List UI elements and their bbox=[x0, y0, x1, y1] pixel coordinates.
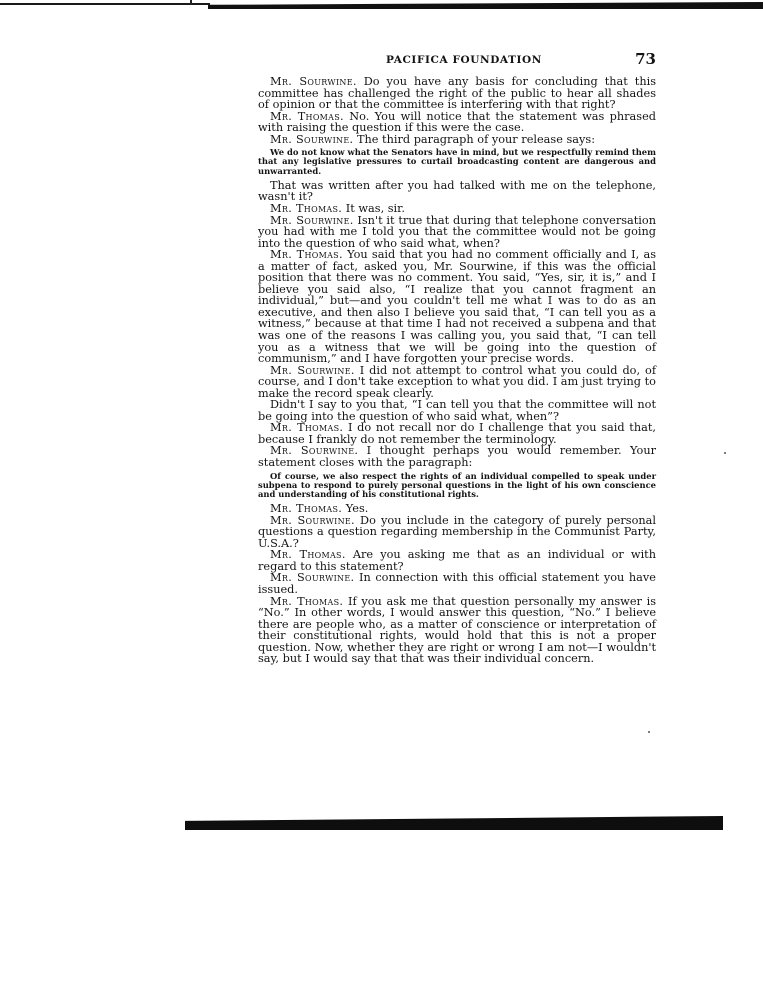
speaker-name: Mr. Thomas. bbox=[270, 594, 344, 608]
paragraph-text: Do you have any basis for concluding that this committee has challenged the right of the public to hear all shades of opinion or that the committee is interfering with that right? bbox=[258, 75, 657, 112]
paragraph-text: That was written after you had talked with me on the telephone, wasn't it? bbox=[258, 178, 656, 204]
running-title: PACIFICA FOUNDATION bbox=[386, 54, 542, 66]
transcript-paragraph bbox=[258, 399, 656, 422]
transcript-paragraph bbox=[258, 76, 656, 111]
scan-speck bbox=[648, 731, 650, 733]
speaker-name: Mr. Sourwine. bbox=[270, 513, 355, 527]
transcript-body bbox=[258, 76, 656, 665]
paragraph-text: I did not attempt to control what you could do, of course, and I don't take exception to what you did. I am just trying to make the record speak clearly. bbox=[258, 363, 657, 400]
paragraph-text: I do not recall nor do I challenge that you said that, because I frankly do not remember the terminology. bbox=[258, 421, 656, 446]
speaker-name: Mr. Thomas. bbox=[270, 109, 344, 123]
block-quote: We do not know what the Senators have in mind, but we respectfully remind them that any legislative pressures to curtail broadcasting content are dangerous and unwarranted. bbox=[258, 147, 656, 176]
speaker-name: Mr. Thomas. bbox=[270, 548, 346, 562]
paragraph-text: I thought perhaps you would remember. Your statement closes with the paragraph: bbox=[258, 444, 656, 470]
speaker-name: Mr. Thomas. bbox=[270, 201, 343, 215]
paragraph-text: It was, sir. bbox=[342, 201, 405, 215]
speaker-name: Mr. Sourwine. bbox=[270, 132, 354, 146]
transcript-paragraph bbox=[258, 422, 656, 445]
speaker-name: Mr. Sourwine. bbox=[270, 571, 355, 585]
speaker-name: Mr. Thomas. bbox=[270, 502, 343, 516]
top-rule-thick bbox=[208, 2, 763, 9]
paragraph-text: Isn't it true that during that telephone conversation you had with me I told you that the committee would not be going into the question of who said what, when? bbox=[258, 213, 656, 250]
page-number: 73 bbox=[635, 50, 656, 68]
speaker-name: Mr. Thomas. bbox=[270, 421, 344, 435]
top-rule-thin bbox=[0, 3, 210, 5]
transcript-paragraph bbox=[258, 215, 656, 250]
top-rule-tick bbox=[190, 0, 192, 5]
top-scan-border bbox=[0, 0, 763, 9]
paragraph-text: The third paragraph of your release says: bbox=[353, 132, 596, 146]
paragraph-text: Yes. bbox=[342, 502, 369, 516]
transcript-paragraph bbox=[258, 549, 656, 572]
paragraph-text: If you ask me that question personally my answer is “No.” In other words, I would answer this question, “No.” I believe there are people who, as a matter of conscience or interpretation of their constitutional rights, would hold that this is not a proper question. Now, whether they are right or wrong I am not—I wouldn't say, but I would say that that was their individual concern. bbox=[258, 594, 657, 666]
transcript-paragraph bbox=[258, 111, 656, 134]
transcript-paragraph bbox=[258, 445, 656, 468]
paragraph-text: Didn't I say to you that, “I can tell you that the committee will not be going into the question of who said what, when”? bbox=[258, 398, 656, 423]
paragraph-text: In connection with this official statement you have issued. bbox=[258, 571, 656, 596]
scan-speck bbox=[724, 452, 726, 454]
transcript-paragraph bbox=[258, 180, 656, 203]
speaker-name: Mr. Sourwine. bbox=[270, 363, 355, 377]
speaker-name: Mr. Sourwine. bbox=[270, 213, 354, 227]
transcript-paragraph bbox=[258, 249, 656, 364]
bottom-scan-border bbox=[185, 816, 723, 830]
transcript-paragraph bbox=[258, 134, 656, 146]
speaker-name: Mr. Sourwine. bbox=[270, 444, 359, 458]
block-quote: Of course, we also respect the rights of an individual compelled to speak under subpena to respond to purely personal questions in the light of his own conscience and understanding of his constitutional rights. bbox=[258, 470, 656, 499]
paragraph-text: You said that you had no comment officially and I, as a matter of fact, asked you, Mr. Sourwine, if this was the official position that there was no comment. You said, “Yes, sir, it is,” and I believe you said also, “I realize that you cannot fragment an individual,” but—and you couldn't tell me what I was to do as an executive, and then also I believe you said that, “I can tell you as a witness,” because at that time I had not received a subpena and that was one of the reasons I was calling you, you said that, “I can tell you as a witness that we will be going into the question of communism,” and I have forgotten your precise words. bbox=[258, 248, 656, 366]
transcript-paragraph bbox=[258, 572, 656, 595]
transcript-paragraph bbox=[258, 365, 656, 400]
paragraph-text: Do you include in the category of purely personal questions a question regarding membership in the Communist Party, U.S.A.? bbox=[258, 513, 657, 550]
paragraph-text: No. You will notice that the statement was phrased with raising the question if this were the case. bbox=[258, 109, 656, 135]
speaker-name: Mr. Sourwine. bbox=[270, 75, 357, 88]
paragraph-text: Are you asking me that as an individual or with regard to this statement? bbox=[258, 548, 656, 573]
speaker-name: Mr. Thomas. bbox=[270, 248, 343, 262]
transcript-paragraph bbox=[258, 515, 656, 550]
page-header bbox=[258, 50, 656, 70]
transcript-paragraph bbox=[258, 596, 656, 665]
